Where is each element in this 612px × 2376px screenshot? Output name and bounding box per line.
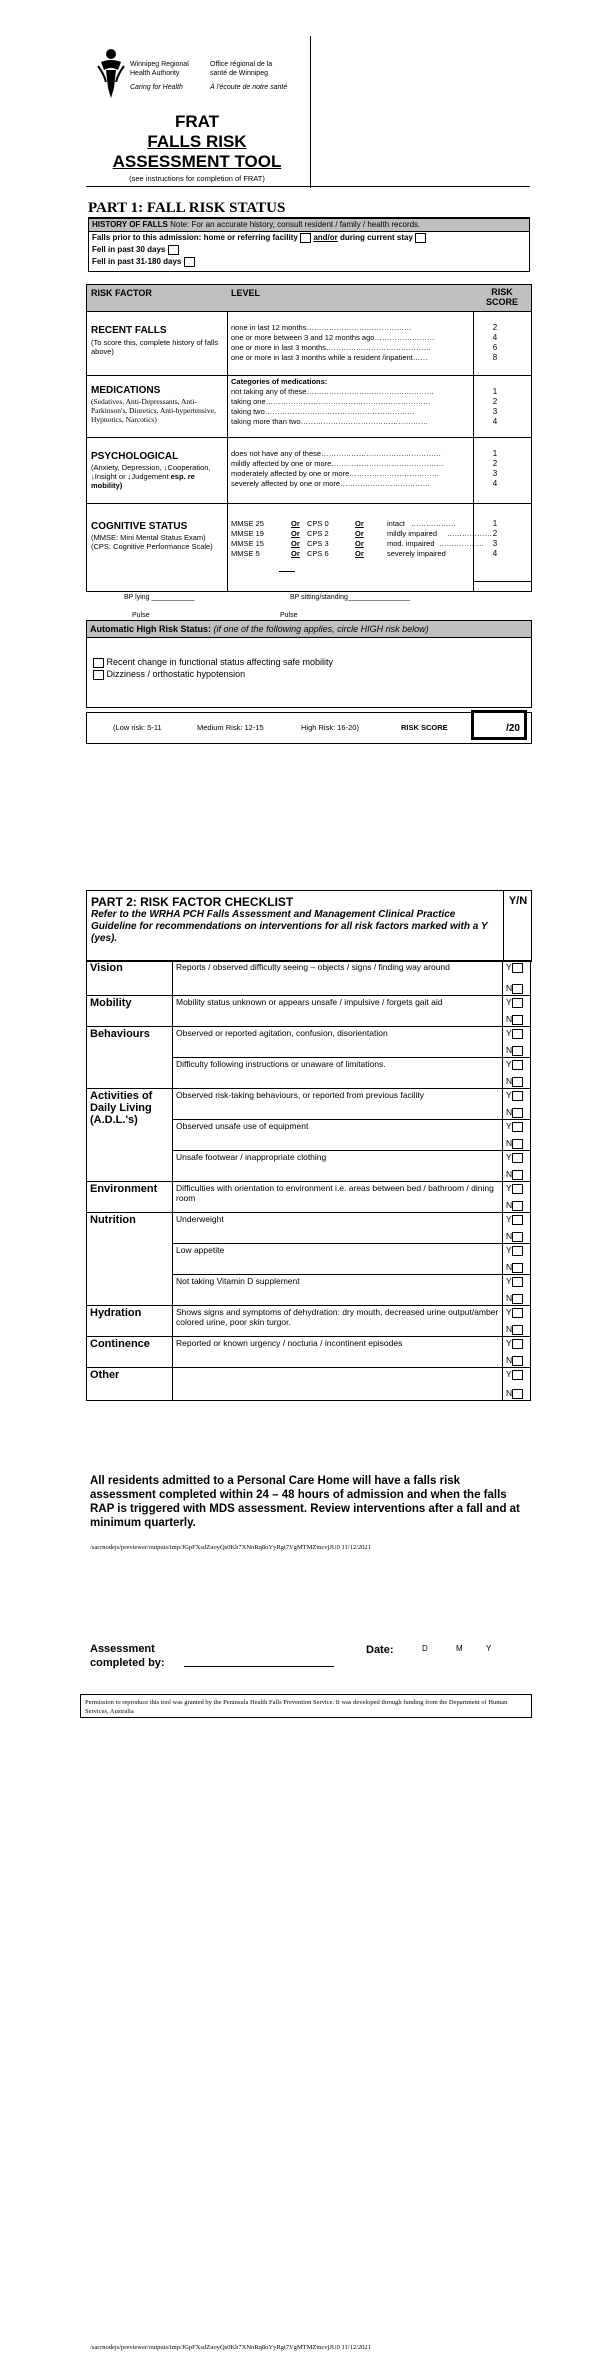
cognitive-scores: 1 2 3 4: [492, 519, 498, 558]
n-label: N: [506, 1324, 513, 1334]
recent-falls-title: RECENT FALLS: [91, 325, 167, 336]
psychological-desc: (Anxiety, Depression, ↓Cooperation, ↓Insight or ↓Judgement esp. re mobility): [91, 463, 211, 490]
date-d: D: [422, 1644, 428, 1653]
y-checkbox[interactable]: [512, 1060, 523, 1070]
yn-header: Y/N: [508, 895, 528, 907]
checklist-category: Other: [87, 1368, 173, 1401]
falls-prior-andor: and/or: [313, 233, 338, 242]
org-name-en: [130, 60, 189, 78]
yn-cell: [503, 961, 531, 996]
n-label: N: [506, 1014, 513, 1024]
cog-row-2: MMSE 19 Or CPS 2 Or mildly impaired ………………: [231, 529, 492, 538]
n-checkbox[interactable]: [512, 1294, 523, 1304]
checklist-row: [87, 1337, 531, 1368]
y-checkbox[interactable]: [512, 1184, 523, 1194]
y-label: Y: [506, 1152, 512, 1162]
n-label: N: [506, 1388, 513, 1398]
checklist-row: [87, 1027, 531, 1058]
checklist-row: [87, 1182, 531, 1213]
y-checkbox[interactable]: [512, 1339, 523, 1349]
low-risk-label: (Low risk: 5-11: [113, 723, 162, 732]
checklist-category: Nutrition: [87, 1213, 173, 1306]
auto-item-2-checkbox[interactable]: [93, 670, 104, 680]
recent-falls-levels: [231, 323, 467, 363]
recent-falls-scores: 2 4 6 8: [492, 323, 498, 362]
psych-level-3: moderately affected by one or more………………………………: [231, 469, 440, 478]
checklist-row: [87, 961, 531, 996]
n-checkbox[interactable]: [512, 1263, 523, 1273]
medications-scores: 1 2 3 4: [492, 387, 498, 426]
auto-high-risk-label: Automatic High Risk Status:: [90, 624, 212, 634]
checklist-category: Vision: [87, 961, 173, 996]
wrha-logo-icon: [96, 48, 126, 100]
n-checkbox[interactable]: [512, 1170, 523, 1180]
header-rule: [86, 186, 530, 187]
y-checkbox[interactable]: [512, 1246, 523, 1256]
y-label: Y: [506, 1307, 512, 1317]
checklist-row: [87, 1306, 531, 1337]
n-checkbox[interactable]: [512, 1046, 523, 1056]
cog-row-4: [231, 549, 467, 559]
title-frat: FRAT: [174, 112, 220, 131]
checklist-row: [87, 1089, 531, 1120]
falls-prior-home-checkbox[interactable]: [300, 233, 311, 243]
pulse-1: Pulse: [132, 612, 150, 619]
recent-level-4: one or more in last 3 months while a resident /inpatient……: [231, 353, 428, 362]
closing-statement: All residents admitted to a Personal Care Home will have a falls risk assessment completed within 24 – 48 hours of admission and when the falls RAP is triggered with MDS assessment. Review interventions after a fall and at minimum quarterly.: [90, 1475, 520, 1529]
n-checkbox[interactable]: [512, 1232, 523, 1242]
med-level-4: taking more than two……………………………………………: [231, 417, 429, 426]
part2-header-box: [86, 890, 532, 962]
psych-level-1: does not have any of these…………………………………………: [231, 449, 442, 458]
n-checkbox[interactable]: [512, 1389, 523, 1399]
auto-item-1-checkbox[interactable]: [93, 658, 104, 668]
header-divider: [310, 36, 311, 188]
n-label: N: [506, 1107, 513, 1117]
psychological-scores: 1 2 3 4: [492, 449, 498, 488]
y-checkbox[interactable]: [512, 1277, 523, 1287]
yn-cell: [503, 996, 531, 1027]
org-name-fr: [210, 60, 272, 78]
med-level-1: not taking any of these……………………………………………: [231, 387, 434, 396]
med-level-2: taking one…………………………………………………………: [231, 397, 431, 406]
psych-level-4: severely affected by one or more………………………………: [231, 479, 431, 488]
auto-high-risk-note: (if one of the following applies, circle HIGH risk below): [213, 624, 429, 634]
checklist-table: [86, 960, 530, 1401]
y-checkbox[interactable]: [512, 1370, 523, 1380]
y-label: Y: [506, 1214, 512, 1224]
date-y: Y: [486, 1644, 492, 1653]
history-label: HISTORY OF FALLS: [92, 220, 168, 229]
cog-desc: mod. impaired: [387, 539, 435, 548]
checklist-category: Hydration: [87, 1306, 173, 1337]
recent-falls-desc: (To score this, complete history of falls above): [91, 338, 219, 356]
auto-high-risk-box: [86, 620, 532, 708]
n-label: N: [506, 1138, 513, 1148]
cog-cps: CPS 3: [307, 539, 329, 548]
date-m: M: [456, 1644, 463, 1653]
falls-prior-current: during current stay: [340, 233, 413, 242]
yn-cell: [503, 1306, 531, 1337]
risk-score-total: /20: [506, 723, 520, 734]
checklist-item: Mobility status unknown or appears unsafe / impulsive / forgets gait aid: [173, 996, 503, 1027]
y-checkbox[interactable]: [512, 1308, 523, 1318]
subtitle: (see instructions for completion of FRAT): [129, 174, 265, 183]
checklist-row: [87, 996, 531, 1027]
cognitive-title: COGNITIVE STATUS: [91, 521, 188, 532]
risk-factor-table: [86, 284, 532, 592]
cog-or2: Or: [355, 519, 364, 528]
assessment-signature-line[interactable]: [184, 1666, 334, 1667]
yn-cell: [503, 1337, 531, 1368]
n-label: N: [506, 1231, 513, 1241]
pulse-2: Pulse: [280, 612, 298, 619]
history-header: [89, 219, 529, 232]
n-label: N: [506, 1200, 513, 1210]
yn-cell: [503, 1368, 531, 1401]
auto-high-risk-items: [87, 638, 531, 680]
col-risk-score: RISK SCORE: [485, 287, 518, 307]
n-checkbox[interactable]: [512, 1356, 523, 1366]
n-label: N: [506, 1169, 513, 1179]
n-label: N: [506, 983, 513, 993]
tagline-fr: À l'écoute de notre santé: [210, 84, 288, 91]
yn-cell: [503, 1275, 531, 1306]
footer-path: /sacrnodejs/previewer/outputs/tmp/JGpFXsdZuoyQs0Kh7XNnRq8oYyRgt7VgMTMZmcvjJU0 11/12/2021: [90, 2344, 371, 2351]
risk-score-bar: [86, 712, 532, 744]
cognitive-levels: [231, 519, 492, 559]
cog-desc: mildly impaired: [387, 529, 438, 538]
auto-item-1: Recent change in functional status affecting safe mobility: [106, 657, 333, 667]
checklist-category: Continence: [87, 1337, 173, 1368]
medium-risk-label: Medium Risk: 12-15: [197, 723, 264, 732]
checklist-item: Shows signs and symptoms of dehydration: dry mouth, decreased urine output/amber colored urine, poor skin turgor.: [173, 1306, 503, 1337]
page-title: [90, 112, 304, 172]
y-checkbox[interactable]: [512, 1029, 523, 1039]
high-risk-label: High Risk: 16-20): [301, 723, 359, 732]
cog-mmse: MMSE 19: [231, 529, 264, 538]
n-label: N: [506, 1293, 513, 1303]
cog-desc: severely impaired: [387, 549, 446, 558]
y-label: Y: [506, 962, 512, 972]
doc-path: /sacrnodejs/previewer/outputs/tmp/JGpFXsdZuoyQs0Kh7XNnRq8oYyRgt7VgMTMZmcvjJU0 11/12/2021: [90, 1544, 371, 1551]
org-en-line1: Winnipeg Regional: [130, 61, 189, 68]
cog-or1: Or: [291, 539, 300, 548]
title-assessment-tool: ASSESSMENT TOOL: [112, 152, 282, 171]
n-checkbox[interactable]: [512, 1139, 523, 1149]
y-checkbox[interactable]: [512, 1122, 523, 1132]
medications-title: MEDICATIONS: [91, 385, 161, 396]
fell-30-label: Fell in past 30 days: [92, 245, 166, 254]
org-en-line2: Health Authority: [130, 70, 180, 77]
checklist-item: Low appetite: [173, 1244, 503, 1275]
n-label: N: [506, 1355, 513, 1365]
fell-180-label: Fell in past 31-180 days: [92, 257, 182, 266]
col-level: LEVEL: [231, 288, 261, 298]
cog-or1: Or: [291, 519, 300, 528]
auto-item-2: Dizziness / orthostatic hypotension: [106, 669, 246, 679]
y-label: Y: [506, 1028, 512, 1038]
permission-note: Permission to reproduce this tool was granted by the Peninsula Health Falls Prevention Service. It was developed through funding from the Department of Human Services, Australia: [80, 1694, 532, 1718]
risk-score-label: RISK SCORE: [401, 723, 448, 732]
psychological-levels: [231, 449, 467, 489]
cog-cps: CPS 0: [307, 519, 329, 528]
y-label: Y: [506, 1183, 512, 1193]
y-label: Y: [506, 1090, 512, 1100]
y-checkbox[interactable]: [512, 1215, 523, 1225]
cog-mmse: MMSE 5: [231, 549, 260, 558]
n-checkbox[interactable]: [512, 1108, 523, 1118]
history-box: [88, 218, 530, 272]
date-label: Date:: [366, 1644, 394, 1656]
assessment-completed-label: Assessment completed by:: [90, 1643, 165, 1669]
checklist-item: Reports / observed difficulty seeing – objects / signs / finding way around: [173, 961, 503, 996]
auto-high-risk-header: [87, 621, 531, 638]
yn-cell: [503, 1151, 531, 1182]
checklist-item: Observed unsafe use of equipment: [173, 1120, 503, 1151]
falls-prior-current-checkbox[interactable]: [415, 233, 426, 243]
n-label: N: [506, 1262, 513, 1272]
checklist-category: Behaviours: [87, 1027, 173, 1089]
yn-cell: [503, 1027, 531, 1058]
fell-30-checkbox[interactable]: [168, 245, 179, 255]
cog-or1: Or: [291, 529, 300, 538]
n-checkbox[interactable]: [512, 1201, 523, 1211]
psychological-title: PSYCHOLOGICAL: [91, 451, 179, 462]
n-checkbox[interactable]: [512, 984, 523, 994]
cog-cps: CPS 6: [307, 549, 329, 558]
y-label: Y: [506, 1276, 512, 1286]
y-label: Y: [506, 1059, 512, 1069]
checklist-item: Not taking Vitamin D supplement: [173, 1275, 503, 1306]
recent-level-3: one or more in last 3 months……………………………………: [231, 343, 432, 352]
y-label: Y: [506, 1369, 512, 1379]
checklist-item: Unsafe footwear / inappropriate clothing: [173, 1151, 503, 1182]
cog-or2: Or: [355, 529, 364, 538]
cog-or2: Or: [355, 549, 364, 558]
wrha-logo: [96, 48, 126, 100]
y-label: Y: [506, 997, 512, 1007]
risk-score-total-box[interactable]: [471, 710, 527, 740]
checklist-category: Activities of Daily Living (A.D.L.'s): [87, 1089, 173, 1182]
yn-cell: [503, 1244, 531, 1275]
checklist-row: [87, 1213, 531, 1244]
y-checkbox[interactable]: [512, 1091, 523, 1101]
yn-cell: [503, 1089, 531, 1120]
recent-level-1: none in last 12 months……………………………………: [231, 323, 412, 332]
checklist-item: Underweight: [173, 1213, 503, 1244]
cognitive-desc: (MMSE: Mini Mental Status Exam) (CPS: Cognitive Performance Scale): [91, 533, 213, 551]
part2-instructions: Refer to the WRHA PCH Falls Assessment and Management Clinical Practice Guideline for recommendations on interventions for all risk factors marked with a Y (yes).: [91, 909, 488, 944]
y-label: Y: [506, 1338, 512, 1348]
fell-180-checkbox[interactable]: [184, 257, 195, 267]
bp-lying: BP lying ___________: [124, 594, 195, 601]
cog-row-1: MMSE 25 Or CPS 0 Or intact ………………: [231, 519, 456, 528]
yn-cell: [503, 1213, 531, 1244]
cog-or2: Or: [355, 539, 364, 548]
checklist-category: Mobility: [87, 996, 173, 1027]
checklist-row: [87, 1368, 531, 1401]
n-label: N: [506, 1076, 513, 1086]
cog-cps: CPS 2: [307, 529, 329, 538]
title-falls-risk: FALLS RISK: [147, 132, 247, 151]
medications-desc: (Sedatives, Anti-Depressants, Anti-Parkinson's, Diuretics, Anti-hypertensive, Hypnotics, Narcotics): [91, 397, 216, 424]
org-fr-line2: santé de Winnipeg: [210, 70, 268, 77]
checklist-item: Difficulties with orientation to environment i.e. areas between bed / bathroom / dining room: [173, 1182, 503, 1213]
part1-heading: PART 1: FALL RISK STATUS: [88, 200, 286, 216]
cog-mmse: MMSE 25: [231, 519, 264, 528]
n-label: N: [506, 1045, 513, 1055]
tagline-en: Caring for Health: [130, 84, 183, 91]
org-fr-line1: Office régional de la: [210, 61, 273, 68]
falls-prior-home: home or referring facility: [203, 233, 298, 242]
y-checkbox[interactable]: [512, 1153, 523, 1163]
bp-standing: BP sitting/standing________________: [290, 594, 411, 601]
y-checkbox[interactable]: [512, 998, 523, 1008]
falls-prior-text: Falls prior to this admission:: [92, 233, 202, 242]
recent-level-2: one or more between 3 and 12 months ago……………………: [231, 333, 435, 342]
y-label: Y: [506, 1245, 512, 1255]
psych-level-2: mildly affected by one or more………………………………………: [231, 459, 444, 468]
y-checkbox[interactable]: [512, 963, 523, 973]
cog-or1: Or: [291, 549, 300, 558]
medications-categories: Categories of medications:: [231, 377, 328, 386]
yn-cell: [503, 1120, 531, 1151]
n-checkbox[interactable]: [512, 1015, 523, 1025]
cog-row-3: MMSE 15 Or CPS 3 Or mod. impaired ………………: [231, 539, 484, 548]
n-checkbox[interactable]: [512, 1077, 523, 1087]
cog-mmse: MMSE 15: [231, 539, 264, 548]
checklist-item: Reported or known urgency / nocturia / incontinent episodes: [173, 1337, 503, 1368]
checklist-item: Difficulty following instructions or unaware of limitations.: [173, 1058, 503, 1089]
checklist-item: Observed risk-taking behaviours, or reported from previous facility: [173, 1089, 503, 1120]
y-label: Y: [506, 1121, 512, 1131]
history-lines: [89, 232, 529, 268]
part2-heading: PART 2: RISK FACTOR CHECKLIST: [91, 895, 294, 909]
medications-levels: [231, 387, 467, 427]
col-risk-factor: RISK FACTOR: [91, 288, 152, 298]
yn-cell: [503, 1182, 531, 1213]
checklist-item: [173, 1368, 503, 1401]
cog-desc: intact: [387, 519, 405, 528]
history-note: Note: For an accurate history, consult resident / family / health records.: [170, 220, 421, 229]
yn-cell: [503, 1058, 531, 1089]
med-level-3: taking two……………………………………………………: [231, 407, 415, 416]
checklist-category: Environment: [87, 1182, 173, 1213]
checklist-item: Observed or reported agitation, confusion, disorientation: [173, 1027, 503, 1058]
risk-table-header: [87, 285, 531, 312]
n-checkbox[interactable]: [512, 1325, 523, 1335]
